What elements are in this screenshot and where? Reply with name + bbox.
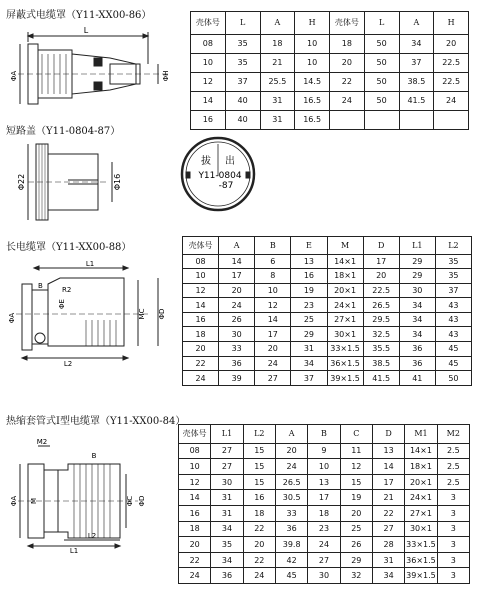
table-cell: 30×1 (327, 327, 363, 342)
table-cell: 28 (372, 537, 404, 553)
table-cell: 34 (399, 34, 434, 53)
label-diameter-A: ΦA (10, 70, 18, 82)
table-cell: 45 (435, 342, 471, 357)
table-cell: 25 (340, 521, 372, 537)
table-row (179, 537, 470, 553)
table-cell: 22 (179, 552, 211, 568)
table-cell: 30×1 (405, 521, 437, 537)
table-cell: 15 (243, 474, 275, 490)
table-cell: 27 (372, 521, 404, 537)
table-row (183, 356, 472, 371)
table-cell: 10 (191, 53, 226, 72)
table-row (179, 474, 470, 490)
table-cell: 50 (364, 53, 399, 72)
table-cell: 18 (179, 521, 211, 537)
table-cell: 3 (437, 490, 469, 506)
table-cell: 38.5 (363, 356, 399, 371)
table-cell: 37 (399, 53, 434, 72)
table-cell: 31 (260, 110, 295, 129)
table-row (183, 312, 472, 327)
table-cell: 16 (191, 110, 226, 129)
table-row (183, 254, 472, 269)
table-cell: 20 (340, 506, 372, 522)
table-cell: 24 (179, 568, 211, 584)
table-cell: 11 (340, 443, 372, 459)
table-cell: 34 (399, 327, 435, 342)
table-cell: 29.5 (363, 312, 399, 327)
table-cell: 22.5 (363, 283, 399, 298)
table-cell: 20 (219, 283, 255, 298)
table-cell: 18 (330, 34, 365, 53)
table-cell: 13 (308, 474, 340, 490)
table-cell: 14 (255, 312, 291, 327)
table-cell: 18×1 (405, 459, 437, 475)
table-cell: 22 (183, 356, 219, 371)
table-cell: 13 (372, 443, 404, 459)
table-cell: 30 (399, 283, 435, 298)
table-cell: 34 (372, 568, 404, 584)
table-row (183, 298, 472, 313)
table-cell: 10 (308, 459, 340, 475)
table-cell: 22.5 (434, 53, 469, 72)
table-cell: 17 (363, 254, 399, 269)
table-cell (434, 110, 469, 129)
table-header-cell: 壳体号 (179, 425, 211, 444)
shielded-cable-cover-table (190, 11, 469, 130)
label-L: L (83, 26, 89, 35)
label-diameter-D: ΦD (138, 495, 146, 507)
table-cell: 30.5 (275, 490, 307, 506)
table-row (179, 521, 470, 537)
label-B: B (38, 282, 43, 290)
label-L1: L1 (69, 547, 79, 554)
table-cell: 10 (179, 459, 211, 475)
table-cell: 08 (191, 34, 226, 53)
table-cell: 14.5 (295, 72, 330, 91)
table-cell: 16.5 (295, 110, 330, 129)
table-cell: 27 (211, 459, 243, 475)
table-cell: 38.5 (399, 72, 434, 91)
table-cell: 10 (255, 283, 291, 298)
table-row (179, 568, 470, 584)
table-cell: 2.5 (437, 474, 469, 490)
table-cell (364, 110, 399, 129)
table-header-cell: D (363, 237, 399, 255)
table-cell: 13 (291, 254, 327, 269)
table-cell: 31 (211, 490, 243, 506)
label-L1: L1 (85, 260, 95, 268)
table-cell (399, 110, 434, 129)
table-cell: 2.5 (437, 443, 469, 459)
table-header-cell: A (399, 12, 434, 35)
table-cell: 33×1.5 (405, 537, 437, 553)
table-cell: 30 (211, 474, 243, 490)
table-cell: 27×1 (405, 506, 437, 522)
table-cell: 24 (219, 298, 255, 313)
table-cell: 35.5 (363, 342, 399, 357)
table-cell: 23 (308, 521, 340, 537)
table-cell: 20 (434, 34, 469, 53)
section-title-heat-shrink-cable-cover: 热缩套管式I型电缆罩（Y11-XX00-84） (6, 416, 186, 427)
table-cell: 29 (399, 269, 435, 284)
table-header-cell: 壳体号 (330, 12, 365, 35)
table-cell: 3 (437, 537, 469, 553)
table-cell: 12 (183, 283, 219, 298)
table-cell: 50 (364, 91, 399, 110)
table-cell: 25.5 (260, 72, 295, 91)
table-cell: 34 (211, 521, 243, 537)
section-title-shielded-cable-cover: 屏蔽式电缆罩（Y11-XX00-86） (6, 10, 152, 21)
table-header-cell: A (219, 237, 255, 255)
table-cell: 22 (243, 521, 275, 537)
table-header-row (191, 12, 469, 35)
table-cell: 39×1.5 (327, 371, 363, 386)
table-cell: 14 (191, 91, 226, 110)
table-cell: 8 (255, 269, 291, 284)
table-cell: 31 (260, 91, 295, 110)
table-cell: 15 (340, 474, 372, 490)
table-cell: 3 (437, 552, 469, 568)
table-cell: 12 (255, 298, 291, 313)
table-cell: 23 (291, 298, 327, 313)
table-cell: 41.5 (399, 91, 434, 110)
table-header-cell: M2 (437, 425, 469, 444)
table-row (191, 72, 469, 91)
table-cell: 37 (435, 283, 471, 298)
table-row (183, 371, 472, 386)
table-cell: 34 (211, 552, 243, 568)
table-cell: 3 (437, 521, 469, 537)
table-cell: 37 (225, 72, 260, 91)
table-cell: 10 (295, 53, 330, 72)
table-cell: 24 (275, 459, 307, 475)
table-header-cell: A (260, 12, 295, 35)
table-cell: 22 (243, 552, 275, 568)
table-cell: 39×1.5 (405, 568, 437, 584)
table-cell: 36×1.5 (405, 552, 437, 568)
table-cell: 40 (225, 110, 260, 129)
table-header-cell: L1 (399, 237, 435, 255)
table-cell: 16.5 (295, 91, 330, 110)
table-row (191, 91, 469, 110)
table-row (191, 53, 469, 72)
label-L2: L2 (87, 532, 97, 540)
table-cell: 33×1.5 (327, 342, 363, 357)
table-cell: 42 (275, 552, 307, 568)
table-cell: 14×1 (405, 443, 437, 459)
label-M: M (30, 497, 38, 505)
table-cell: 43 (435, 327, 471, 342)
table-row (179, 459, 470, 475)
table-cell: 27 (211, 443, 243, 459)
table-cell: 15 (243, 459, 275, 475)
table-cell: 24 (434, 91, 469, 110)
table-cell: 17 (219, 269, 255, 284)
table-cell: 24×1 (405, 490, 437, 506)
table-cell: 26 (219, 312, 255, 327)
table-cell: 39 (219, 371, 255, 386)
table-cell: 18 (260, 34, 295, 53)
table-cell: 32 (340, 568, 372, 584)
table-row (191, 110, 469, 129)
table-cell: 50 (435, 371, 471, 386)
label-R2: R2 (62, 286, 72, 294)
label-diameter-22: Φ22 (17, 173, 26, 191)
table-row (183, 327, 472, 342)
table-cell: 24 (243, 568, 275, 584)
table-cell: 25 (291, 312, 327, 327)
table-header-cell: L2 (435, 237, 471, 255)
table-cell: 24 (183, 371, 219, 386)
table-row (183, 269, 472, 284)
table-cell: 39.8 (275, 537, 307, 553)
table-cell: 36×1.5 (327, 356, 363, 371)
table-cell: 08 (179, 443, 211, 459)
table-cell: 50 (364, 34, 399, 53)
table-header-cell: B (308, 425, 340, 444)
table-header-cell: E (291, 237, 327, 255)
table-cell: 34 (291, 356, 327, 371)
table-cell: 34 (399, 298, 435, 313)
table-cell: 20 (330, 53, 365, 72)
table-cell: 26 (340, 537, 372, 553)
label-L2: L2 (63, 360, 73, 368)
table-cell: 12 (179, 474, 211, 490)
table-cell: 3 (437, 506, 469, 522)
table-cell: 24 (255, 356, 291, 371)
table-cell: 14×1 (327, 254, 363, 269)
table-cell: 20 (183, 342, 219, 357)
label-diameter-A: ΦA (8, 312, 16, 324)
table-cell: 36 (275, 521, 307, 537)
table-cell: 50 (364, 72, 399, 91)
table-cell: 6 (255, 254, 291, 269)
table-cell: 2.5 (437, 459, 469, 475)
table-cell: 41 (399, 371, 435, 386)
table-cell: 31 (372, 552, 404, 568)
table-row (183, 342, 472, 357)
table-header-row (183, 237, 472, 255)
short-circuit-cap-drawing (8, 138, 138, 228)
table-cell: 19 (291, 283, 327, 298)
table-cell: 3 (437, 568, 469, 584)
label-diameter-D: ΦD (158, 308, 166, 320)
table-cell: 43 (435, 298, 471, 313)
table-cell: 36 (399, 342, 435, 357)
table-cell: 30 (219, 327, 255, 342)
heat-shrink-cable-cover-drawing (8, 434, 158, 554)
table-row (179, 443, 470, 459)
label-diameter-H: ΦH (162, 70, 170, 82)
table-cell: 37 (291, 371, 327, 386)
table-cell: 35 (211, 537, 243, 553)
heat-shrink-cable-cover-table (178, 424, 470, 584)
table-cell (330, 110, 365, 129)
table-header-cell: L (364, 12, 399, 35)
table-cell: 10 (183, 269, 219, 284)
table-cell: 29 (291, 327, 327, 342)
label-diameter-E: ΦE (58, 299, 66, 309)
table-cell: 36 (399, 356, 435, 371)
table-cell: 45 (275, 568, 307, 584)
table-cell: 34 (399, 312, 435, 327)
label-diameter-16: Φ16 (113, 173, 122, 191)
table-cell: 31 (211, 506, 243, 522)
table-cell: 27 (308, 552, 340, 568)
table-header-cell: A (275, 425, 307, 444)
table-cell: 29 (399, 254, 435, 269)
short-circuit-cap-face-drawing (172, 134, 282, 214)
table-cell: 15 (243, 443, 275, 459)
table-cell: 17 (255, 327, 291, 342)
table-cell: 35 (435, 269, 471, 284)
table-cell: 35 (225, 34, 260, 53)
table-cell: 20×1 (405, 474, 437, 490)
table-cell: 12 (191, 72, 226, 91)
table-cell: 18 (308, 506, 340, 522)
long-cable-cover-drawing (8, 258, 168, 368)
table-cell: 20 (243, 537, 275, 553)
table-header-cell: H (434, 12, 469, 35)
section-title-short-circuit-cap: 短路盖（Y11-0804-87） (6, 126, 121, 137)
cap-out-label: 出 (225, 156, 235, 167)
table-cell: 14 (219, 254, 255, 269)
table-cell: 22 (330, 72, 365, 91)
table-cell: 27 (255, 371, 291, 386)
table-row (179, 552, 470, 568)
table-row (191, 34, 469, 53)
table-cell: 20 (255, 342, 291, 357)
table-row (183, 283, 472, 298)
table-cell: 08 (183, 254, 219, 269)
table-cell: 14 (183, 298, 219, 313)
table-header-cell: 壳体号 (191, 12, 226, 35)
table-cell: 26.5 (275, 474, 307, 490)
table-cell: 24×1 (327, 298, 363, 313)
label-diameter-A: ΦA (10, 495, 18, 507)
table-row (179, 490, 470, 506)
table-cell: 16 (179, 506, 211, 522)
table-cell: 35 (435, 254, 471, 269)
table-header-cell: L (225, 12, 260, 35)
table-cell: 24 (308, 537, 340, 553)
table-header-cell: M (327, 237, 363, 255)
table-cell: 40 (225, 91, 260, 110)
table-cell: 21 (260, 53, 295, 72)
table-header-cell: 壳体号 (183, 237, 219, 255)
table-cell: 30 (308, 568, 340, 584)
table-cell: 41.5 (363, 371, 399, 386)
table-cell: 12 (340, 459, 372, 475)
table-header-cell: M1 (405, 425, 437, 444)
table-cell: 16 (291, 269, 327, 284)
table-cell: 20 (179, 537, 211, 553)
table-cell: 14 (372, 459, 404, 475)
table-header-cell: L1 (211, 425, 243, 444)
label-B: B (91, 452, 97, 460)
table-cell: 35 (225, 53, 260, 72)
table-cell: 22.5 (434, 72, 469, 91)
table-cell: 18 (183, 327, 219, 342)
table-header-cell: D (372, 425, 404, 444)
section-title-long-cable-cover: 长电缆罩（Y11-XX00-88） (6, 242, 132, 253)
shielded-cable-cover-drawing (8, 24, 178, 110)
table-cell: 22 (372, 506, 404, 522)
cap-model-line1: Y11-0804 (198, 171, 242, 181)
table-cell: 27×1 (327, 312, 363, 327)
table-header-cell: C (340, 425, 372, 444)
table-cell: 17 (308, 490, 340, 506)
table-cell: 21 (372, 490, 404, 506)
table-cell: 20 (275, 443, 307, 459)
table-header-cell: L2 (243, 425, 275, 444)
table-cell: 24 (330, 91, 365, 110)
table-cell: 29 (340, 552, 372, 568)
label-M2: M2 (36, 438, 48, 446)
table-cell: 16 (183, 312, 219, 327)
table-cell: 26.5 (363, 298, 399, 313)
table-cell: 20 (363, 269, 399, 284)
table-cell: 9 (308, 443, 340, 459)
table-cell: 36 (211, 568, 243, 584)
table-cell: 32.5 (363, 327, 399, 342)
label-M: MC (138, 308, 146, 320)
table-row (179, 506, 470, 522)
table-cell: 33 (219, 342, 255, 357)
table-cell: 33 (275, 506, 307, 522)
long-cable-cover-table (182, 236, 472, 386)
cap-pull-label: 拔 (201, 156, 211, 167)
table-cell: 18×1 (327, 269, 363, 284)
table-cell: 36 (219, 356, 255, 371)
table-cell: 10 (295, 34, 330, 53)
table-cell: 20×1 (327, 283, 363, 298)
table-header-cell: B (255, 237, 291, 255)
table-header-cell: H (295, 12, 330, 35)
table-cell: 14 (179, 490, 211, 506)
table-header-row (179, 425, 470, 444)
label-diameter-C: ΦC (126, 495, 134, 507)
cap-model-line2: -87 (218, 181, 234, 191)
table-cell: 18 (243, 506, 275, 522)
table-cell: 31 (291, 342, 327, 357)
table-cell: 17 (372, 474, 404, 490)
table-cell: 16 (243, 490, 275, 506)
table-cell: 19 (340, 490, 372, 506)
table-cell: 43 (435, 312, 471, 327)
table-cell: 45 (435, 356, 471, 371)
